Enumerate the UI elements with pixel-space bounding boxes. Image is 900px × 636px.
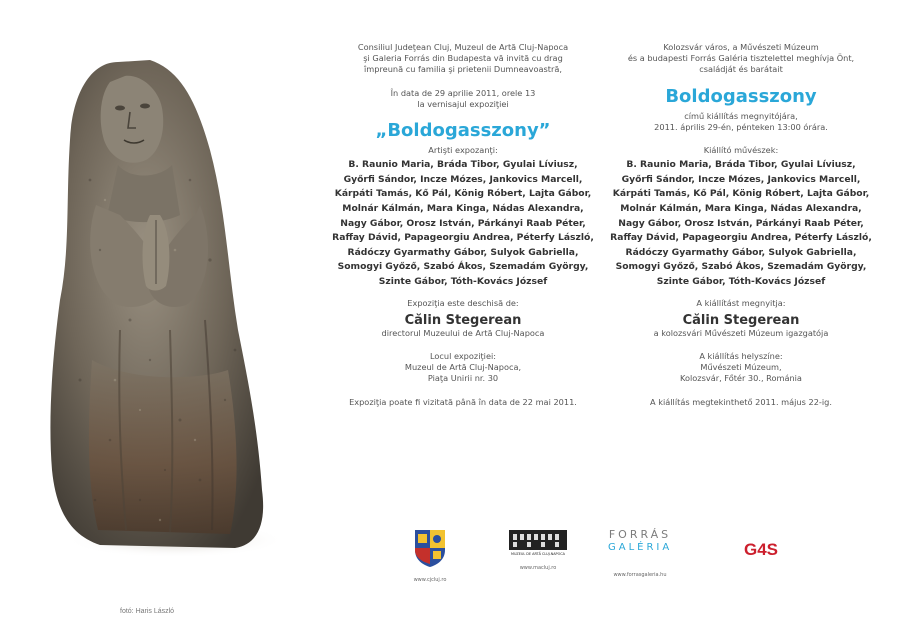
- opener-role: directorul Muzeului de Artă Cluj-Napoca: [381, 327, 545, 338]
- visit-period: Expoziţia poate fi vizitată până în data de 22 mai 2011.: [349, 396, 577, 407]
- g4s-logo[interactable]: [742, 536, 786, 565]
- opener-name: Călin Stegerean: [682, 312, 800, 328]
- venue-label: Locul expoziţiei:: [429, 350, 497, 361]
- intro-text: Kolozsvár város, a Művészeti Múzeum és a budapesti Forrás Galéria tisztelettel meghívja Önt, családját és barátait: [627, 42, 855, 75]
- photo-credit: fotó: Haris László: [120, 608, 175, 615]
- intro-text: Consiliul Judeţean Cluj, Muzeul de Artă Cluj-Napoca şi Galeria Forrás din Budapesta vă invită cu drag împreună cu familia şi prietenii Dumneavoastră,: [357, 42, 569, 75]
- cjcluj-url: www.cjcluj.ro: [413, 577, 447, 583]
- venue-address: Művészeti Múzeum, Kolozsvár, Főtér 30., Románia: [680, 362, 802, 384]
- forras-logo[interactable]: [608, 528, 672, 578]
- romanian-invitation: [318, 42, 608, 408]
- forras-url: www.forrasgaleria.hu: [613, 572, 667, 578]
- museum-url: www.macluj.ro: [519, 565, 557, 571]
- opened-by-label: A kiállítást megnyitja:: [696, 297, 786, 308]
- artists-label: Kiállító művészek:: [703, 145, 779, 156]
- hungarian-invitation: [596, 42, 886, 408]
- coat-of-arms-icon: [413, 528, 447, 568]
- statue-photo: [0, 0, 305, 636]
- venue-label: A kiállítás helyszíne:: [699, 350, 783, 361]
- visit-period: A kiállítás megtekinthető 2011. május 22-ig.: [650, 396, 832, 407]
- museum-building-icon: [508, 528, 568, 556]
- opened-by-label: Expoziţia este deschisă de:: [407, 297, 519, 308]
- g4s-wordmark: G4S: [744, 540, 779, 559]
- statue-illustration: [0, 0, 305, 636]
- cj-cluj-logo[interactable]: [405, 528, 455, 583]
- artists-label: Artişti expozanţi:: [428, 145, 498, 156]
- exhibition-title: „Boldogasszony”: [375, 120, 551, 142]
- exhibition-title: Boldogasszony: [665, 85, 817, 107]
- galeria-wordmark: GALÉRIA: [608, 542, 673, 553]
- museum-logo[interactable]: [508, 528, 568, 571]
- opener-name: Călin Stegerean: [404, 312, 522, 328]
- forras-wordmark: FORRÁS: [608, 528, 672, 541]
- g4s-icon: [742, 536, 786, 560]
- opener-role: a kolozsvári Művészeti Múzeum igazgatója: [653, 327, 829, 338]
- date-text: În data de 29 aprilie 2011, orele 13 la vernisajul expoziţiei: [390, 87, 536, 109]
- museum-caption: MUZEUL DE ARTĂ CLUJ-NAPOCA: [511, 552, 565, 556]
- venue-address: Muzeul de Artă Cluj-Napoca, Piaţa Unirii nr. 30: [404, 362, 522, 384]
- date-text: című kiállítás megnyitójára, 2011. április 29-én, pénteken 13:00 órára.: [654, 110, 828, 132]
- artists-list: B. Raunio Maria, Bráda Tibor, Gyulai Líviusz, Győrfi Sándor, Incze Mózes, Jankovics Marcell, Kárpáti Tamás, Kő Pál, König Róbert, Lajta Gábor, Molnár Kálmán, Mara Kinga, Nádas Alexandra, Nagy Gábor, Orosz István, Párkányi Raab Péter, Raffay Dávid, Papageorgiu Andrea, Péterfy László, Rádóczy Gyarmathy Gábor, Sulyok Gabriella, Somogyi Győző, Szabó Ákos, Szemadám György, Szinte Gábor, Tóth-Kovács József: [332, 159, 594, 287]
- artists-list: B. Raunio Maria, Bráda Tibor, Gyulai Líviusz, Győrfi Sándor, Incze Mózes, Jankovics Marcell, Kárpáti Tamás, Kő Pál, König Róbert, Lajta Gábor, Molnár Kálmán, Mara Kinga, Nádas Alexandra, Nagy Gábor, Orosz István, Párkányi Raab Péter, Raffay Dávid, Papageorgiu Andrea, Péterfy László, Rádóczy Gyarmathy Gábor, Sulyok Gabriella, Somogyi Győző, Szabó Ákos, Szemadám György, Szinte Gábor, Tóth-Kovács József: [610, 159, 872, 287]
